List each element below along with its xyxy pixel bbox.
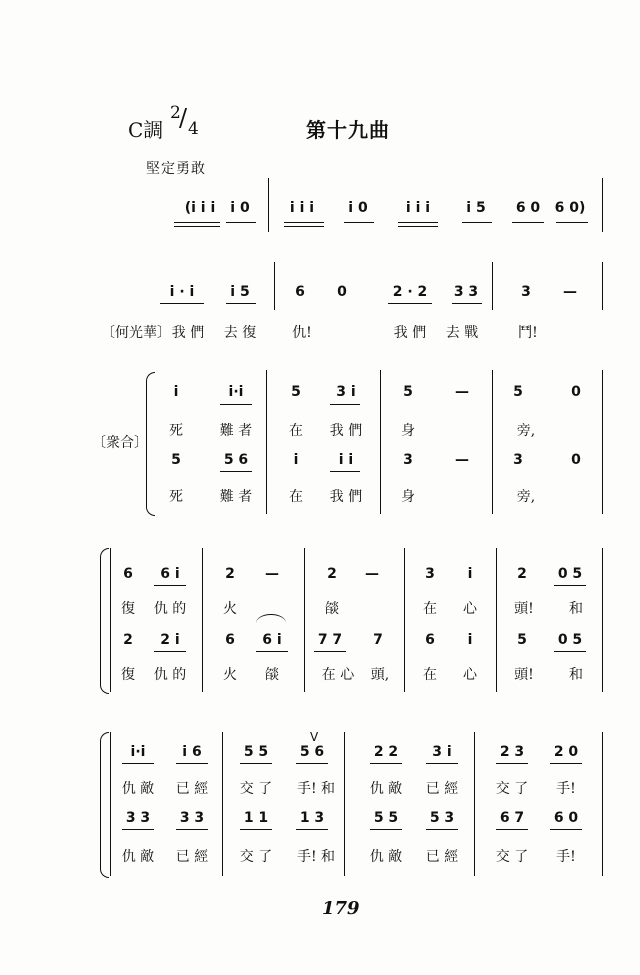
note: 2 — [123, 632, 133, 648]
lyric: 心 — [463, 667, 477, 683]
note: 2 — [517, 566, 527, 582]
lyric: 已 經 — [175, 849, 209, 865]
lyric: 已 經 — [175, 781, 209, 797]
lyric: 我 們 — [329, 489, 363, 505]
note-group: 6 0 — [553, 810, 579, 826]
note-group: 2 i — [160, 632, 180, 648]
beam-underline — [314, 651, 346, 652]
dash: — — [365, 566, 379, 582]
note-group: 0 5 — [557, 632, 583, 648]
lyric: 死 — [169, 489, 183, 505]
beam-underline — [496, 763, 528, 764]
lyric: 火 — [223, 667, 237, 683]
lyric: 和 — [569, 601, 583, 617]
staff-brace — [100, 732, 109, 878]
bar-line — [222, 732, 223, 876]
lyric: 燄 — [325, 601, 339, 617]
beam-underline — [284, 222, 324, 223]
beam-underline — [220, 471, 252, 472]
lyric: 復 — [121, 601, 135, 617]
bar-line — [602, 548, 603, 692]
bar-line — [266, 370, 267, 514]
beam-underline — [240, 829, 272, 830]
note: 2 — [327, 566, 337, 582]
beam-underline — [256, 651, 288, 652]
note-group: 2 0 — [553, 744, 579, 760]
lyric: 手! — [556, 781, 576, 797]
note-group: 6 i — [262, 632, 282, 648]
lyric: 手! 和 — [296, 781, 336, 797]
lyric: 鬥! — [518, 325, 538, 341]
lyric: 仇 的 — [153, 601, 187, 617]
beam-underline — [452, 303, 482, 304]
bar-line — [492, 262, 493, 310]
bar-line — [202, 548, 203, 692]
note: i — [467, 566, 473, 582]
note-group: 3 3 — [453, 284, 479, 300]
breath-mark: V — [310, 730, 319, 744]
beam-underline — [160, 303, 204, 304]
note-group: 6 7 — [499, 810, 525, 826]
note-group: 3 i — [336, 384, 356, 400]
beam-underline — [226, 222, 256, 223]
note: 5 — [291, 384, 301, 400]
lyric: 難 者 — [219, 423, 253, 439]
lyric: 交 了 — [495, 849, 529, 865]
lyric: 身 — [401, 423, 415, 439]
lyric: 手! — [556, 849, 576, 865]
lyric: 交 了 — [239, 849, 273, 865]
note: 3 — [513, 452, 523, 468]
note-group: 5 5 — [243, 744, 269, 760]
note-group: 7 7 — [317, 632, 343, 648]
note-group: 1 1 — [243, 810, 269, 826]
lyric: 在 — [289, 423, 303, 439]
note: i — [467, 632, 473, 648]
beam-underline — [330, 404, 360, 405]
lyric: 旁, — [516, 489, 536, 505]
beam-underline — [344, 222, 374, 223]
dash: — — [563, 284, 577, 300]
lyric: 頭! — [514, 667, 534, 683]
note: 3 — [521, 284, 531, 300]
lyric: 難 者 — [219, 489, 253, 505]
lyric: 仇 敵 — [369, 781, 403, 797]
note-group: 6 0) — [554, 200, 586, 216]
beam-underline — [220, 404, 252, 405]
note-group: i·i — [228, 384, 244, 400]
time-slash: / — [179, 104, 188, 132]
page-number: 179 — [322, 898, 360, 919]
song-title: 第十九曲 — [306, 118, 390, 142]
lyric: 在 心 — [321, 667, 355, 683]
bar-line — [404, 548, 405, 692]
lyric: 我 們 — [393, 325, 427, 341]
note-group: 5 5 — [373, 810, 399, 826]
bar-line — [602, 732, 603, 876]
lyric: 仇 敵 — [369, 849, 403, 865]
beam-underline — [550, 829, 582, 830]
lyric: 我 們 — [171, 325, 205, 341]
beam-underline — [176, 763, 208, 764]
note: 6 — [123, 566, 133, 582]
bar-line — [474, 732, 475, 876]
note-group: i 6 — [182, 744, 202, 760]
beam-underline — [284, 226, 324, 227]
note: 5 — [403, 384, 413, 400]
bar-line — [274, 262, 275, 310]
lyric: 和 — [569, 667, 583, 683]
note-group: 0 5 — [557, 566, 583, 582]
note-group: i 5 — [466, 200, 486, 216]
lyric: 交 了 — [239, 781, 273, 797]
beam-underline — [176, 829, 208, 830]
note: 6 — [225, 632, 235, 648]
note-group: 5 6 — [223, 452, 249, 468]
beam-underline — [426, 763, 458, 764]
beam-underline — [496, 829, 528, 830]
lyric: 心 — [463, 601, 477, 617]
beam-underline — [226, 303, 256, 304]
beam-underline — [370, 763, 402, 764]
lyric: 已 經 — [425, 849, 459, 865]
note-group: 2 · 2 — [392, 284, 428, 300]
note-group: i 0 — [348, 200, 368, 216]
tempo-marking: 堅定勇敢 — [146, 161, 206, 177]
note-group: i 5 — [230, 284, 250, 300]
note-group: 3 i — [432, 744, 452, 760]
lyric: 燄 — [265, 667, 279, 683]
lyric: 仇! — [292, 325, 312, 341]
lyric: 去 復 — [223, 325, 257, 341]
note: 5 — [171, 452, 181, 468]
bar-line — [110, 548, 111, 692]
note-group: 2 2 — [373, 744, 399, 760]
lyric: 在 — [423, 601, 437, 617]
lyric: 仇 敵 — [121, 781, 155, 797]
beam-underline — [174, 226, 220, 227]
bar-line — [602, 178, 603, 232]
note-group: 6 0 — [515, 200, 541, 216]
lyric: 去 戰 — [445, 325, 479, 341]
bar-line — [344, 732, 345, 876]
dash: — — [265, 566, 279, 582]
beam-underline — [554, 585, 586, 586]
lyric: 在 — [289, 489, 303, 505]
note: 6 — [425, 632, 435, 648]
staff-brace — [100, 548, 109, 694]
lyric: 死 — [169, 423, 183, 439]
note-group: i i i — [289, 200, 315, 216]
bar-line — [602, 262, 603, 310]
note: 3 — [403, 452, 413, 468]
beam-underline — [388, 303, 432, 304]
note: 0 — [571, 384, 581, 400]
note-group: 2 3 — [499, 744, 525, 760]
note-group: 3 3 — [125, 810, 151, 826]
beam-underline — [296, 763, 328, 764]
lyric: 頭, — [370, 667, 390, 683]
singer-label: 〔何光華〕 — [101, 325, 171, 341]
bar-line — [602, 370, 603, 514]
lyric: 頭! — [514, 601, 534, 617]
note-group: i 0 — [230, 200, 250, 216]
note-group: 1 3 — [299, 810, 325, 826]
note: 2 — [225, 566, 235, 582]
note-group: i · i — [169, 284, 195, 300]
lyric: 火 — [223, 601, 237, 617]
lyric: 我 們 — [329, 423, 363, 439]
note: i — [293, 452, 299, 468]
bar-line — [492, 370, 493, 514]
key-signature: C調 — [128, 118, 164, 142]
beam-underline — [512, 222, 544, 223]
lyric: 交 了 — [495, 781, 529, 797]
note: i — [173, 384, 179, 400]
note-group: i i i — [405, 200, 431, 216]
beam-underline — [122, 763, 154, 764]
note-group: 6 i — [160, 566, 180, 582]
lyric: 已 經 — [425, 781, 459, 797]
dash: — — [455, 384, 469, 400]
lyric: 旁, — [516, 423, 536, 439]
note: 5 — [517, 632, 527, 648]
beam-underline — [330, 471, 360, 472]
note: 3 — [425, 566, 435, 582]
note-group: i i — [338, 452, 354, 468]
beam-underline — [122, 829, 154, 830]
beam-underline — [556, 222, 588, 223]
bar-line — [380, 370, 381, 514]
note-group: 3 3 — [179, 810, 205, 826]
note: 6 — [295, 284, 305, 300]
tie-arc — [256, 614, 286, 623]
lyric: 在 — [423, 667, 437, 683]
note: 7 — [373, 632, 383, 648]
beam-underline — [550, 763, 582, 764]
beam-underline — [240, 763, 272, 764]
note-group: (i i i — [184, 200, 216, 216]
beam-underline — [154, 585, 186, 586]
beam-underline — [426, 829, 458, 830]
lyric: 仇 的 — [153, 667, 187, 683]
dash: — — [455, 452, 469, 468]
beam-underline — [296, 829, 328, 830]
beam-underline — [154, 651, 186, 652]
lyric: 復 — [121, 667, 135, 683]
note-group: i·i — [130, 744, 146, 760]
beam-underline — [174, 222, 220, 223]
beam-underline — [398, 226, 438, 227]
beam-underline — [370, 829, 402, 830]
bar-line — [304, 548, 305, 692]
beam-underline — [398, 222, 438, 223]
lyric: 仇 敵 — [121, 849, 155, 865]
beam-underline — [554, 651, 586, 652]
time-denominator: 4 — [188, 119, 199, 139]
note: 0 — [337, 284, 347, 300]
note-group: 5 3 — [429, 810, 455, 826]
note: 0 — [571, 452, 581, 468]
lyric: 身 — [401, 489, 415, 505]
beam-underline — [462, 222, 492, 223]
note: 5 — [513, 384, 523, 400]
singer-label: 〔衆合〕 — [92, 435, 148, 451]
lyric: 手! 和 — [296, 849, 336, 865]
bar-line — [110, 732, 111, 876]
bar-line — [496, 548, 497, 692]
note-group: 5 6 — [299, 744, 325, 760]
bar-line — [268, 178, 269, 232]
time-numerator: 2 — [170, 103, 181, 123]
